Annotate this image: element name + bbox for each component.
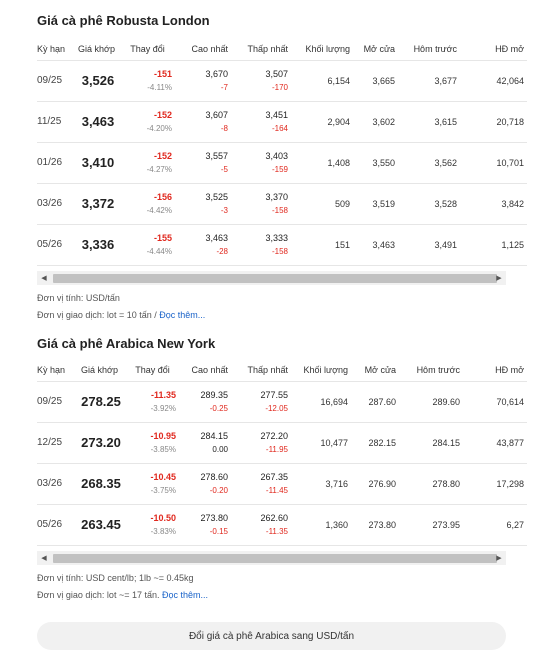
high-cell: [175, 60, 231, 101]
low-change: -12.05: [265, 403, 288, 413]
arabica-table: [37, 359, 527, 546]
change-percent: -4.42%: [146, 205, 172, 215]
term-cell: 03/26: [37, 463, 73, 504]
prev-close-cell: 289.60: [399, 381, 463, 422]
high-cell: [179, 422, 231, 463]
change-percent: -3.85%: [150, 444, 176, 454]
change-cell: [129, 463, 179, 504]
low-cell: [231, 60, 291, 101]
change-cell: [123, 224, 175, 265]
robusta-col-header: Thấp nhất: [231, 38, 291, 60]
low-stack: [231, 191, 288, 217]
low-cell: [231, 224, 291, 265]
change-stack: [129, 471, 176, 497]
low-cell: [231, 463, 291, 504]
convert-arabica-button[interactable]: Đổi giá cà phê Arabica sang USD/tấn: [37, 622, 506, 650]
high-value: 3,557: [205, 150, 228, 161]
robusta-table-row[interactable]: [37, 183, 527, 224]
low-value: 3,333: [265, 232, 288, 243]
volume-cell: 509: [291, 183, 353, 224]
change-cell: [129, 422, 179, 463]
robusta-col-header: Mở cửa: [353, 38, 398, 60]
robusta-col-header: Kỳ hạn: [37, 38, 73, 60]
high-change: -5: [220, 164, 228, 174]
change-value: -155: [153, 232, 172, 243]
scroll-left-icon[interactable]: ◀: [41, 274, 47, 282]
change-percent: -4.27%: [146, 164, 172, 174]
arabica-title: Giá cà phê Arabica New York: [37, 336, 216, 351]
arabica-col-header: Giá khớp: [73, 359, 129, 381]
low-cell: [231, 142, 291, 183]
term-cell: 05/26: [37, 224, 73, 265]
high-cell: [179, 504, 231, 545]
change-stack: [129, 512, 176, 538]
low-change: -164: [271, 123, 288, 133]
change-stack: [129, 389, 176, 415]
high-value: 284.15: [200, 430, 228, 441]
change-value: -10.50: [150, 512, 176, 523]
change-cell: [123, 183, 175, 224]
low-stack: [231, 232, 288, 258]
high-stack: [179, 389, 228, 415]
low-value: 267.35: [260, 471, 288, 482]
low-stack: [231, 109, 288, 135]
arabica-col-header: Mở cửa: [351, 359, 399, 381]
price-cell: 273.20: [73, 422, 129, 463]
change-value: -11.35: [150, 389, 176, 400]
low-cell: [231, 422, 291, 463]
low-cell: [231, 101, 291, 142]
low-value: 262.60: [260, 512, 288, 523]
low-cell: [231, 183, 291, 224]
high-stack: [175, 109, 228, 135]
high-change: -3: [220, 205, 228, 215]
prev-close-cell: 273.95: [399, 504, 463, 545]
arabica-col-header: Cao nhất: [179, 359, 231, 381]
open-cell: 276.90: [351, 463, 399, 504]
high-cell: [179, 381, 231, 422]
change-stack: [123, 150, 172, 176]
high-stack: [175, 191, 228, 217]
low-stack: [231, 68, 288, 94]
volume-cell: 6,154: [291, 60, 353, 101]
open-cell: 3,602: [353, 101, 398, 142]
open-interest-cell: 6,27: [463, 504, 527, 545]
scroll-right-icon[interactable]: ▶: [496, 274, 502, 282]
robusta-col-header: Thay đổi: [123, 38, 175, 60]
robusta-scrollbar[interactable]: [37, 271, 506, 285]
change-percent: -4.11%: [147, 82, 172, 92]
arabica-scroll-thumb[interactable]: [53, 554, 497, 563]
change-cell: [123, 101, 175, 142]
high-value: 3,525: [205, 191, 228, 202]
open-cell: 3,665: [353, 60, 398, 101]
change-stack: [129, 430, 176, 456]
low-value: 3,370: [265, 191, 288, 202]
robusta-col-header: Hôm trước: [398, 38, 460, 60]
change-cell: [123, 60, 175, 101]
robusta-table-wrap: [37, 38, 524, 266]
high-stack: [175, 232, 228, 258]
price-cell: 268.35: [73, 463, 129, 504]
robusta-lot-text: Đơn vị giao dịch: lot = 10 tấn /: [37, 309, 160, 320]
change-percent: -4.20%: [146, 123, 172, 133]
robusta-table-row[interactable]: [37, 101, 527, 142]
robusta-col-header: HĐ mở: [460, 38, 527, 60]
low-stack: [231, 471, 288, 497]
open-cell: 282.15: [351, 422, 399, 463]
change-value: -151: [153, 68, 172, 79]
change-percent: -3.83%: [150, 526, 176, 536]
high-change: -28: [216, 246, 228, 256]
arabica-table-wrap: [37, 359, 524, 546]
robusta-col-header: Giá khớp: [73, 38, 123, 60]
term-cell: 12/25: [37, 422, 73, 463]
robusta-table: [37, 38, 527, 266]
high-change: -0.15: [209, 526, 228, 536]
prev-close-cell: 3,677: [398, 60, 460, 101]
high-stack: [175, 68, 228, 94]
low-change: -159: [271, 164, 288, 174]
low-value: 3,507: [265, 68, 288, 79]
low-change: -11.45: [265, 485, 288, 495]
change-value: -10.95: [150, 430, 176, 441]
high-stack: [179, 471, 228, 497]
low-change: -11.35: [265, 526, 288, 536]
price-cell: 3,526: [73, 60, 123, 101]
high-stack: [179, 512, 228, 538]
low-value: 277.55: [260, 389, 288, 400]
robusta-table-row[interactable]: [37, 224, 527, 265]
change-percent: -4.44%: [146, 246, 172, 256]
robusta-title: Giá cà phê Robusta London: [37, 13, 210, 28]
open-interest-cell: 10,701: [460, 142, 527, 183]
low-stack: [231, 430, 288, 456]
volume-cell: 151: [291, 224, 353, 265]
change-stack: [123, 232, 172, 258]
low-change: -158: [271, 246, 288, 256]
low-cell: [231, 381, 291, 422]
price-cell: 278.25: [73, 381, 129, 422]
robusta-table-row[interactable]: [37, 142, 527, 183]
arabica-col-header: HĐ mở: [463, 359, 527, 381]
change-value: -152: [153, 109, 172, 120]
price-cell: 3,410: [73, 142, 123, 183]
open-interest-cell: 43,877: [463, 422, 527, 463]
low-change: -158: [271, 205, 288, 215]
open-interest-cell: 17,298: [463, 463, 527, 504]
arabica-col-header: Khối lượng: [291, 359, 351, 381]
high-change: 0.00: [212, 444, 228, 454]
high-change: -7: [220, 82, 228, 92]
open-interest-cell: 1,125: [460, 224, 527, 265]
scroll-right-icon[interactable]: ▶: [496, 554, 502, 562]
high-stack: [179, 430, 228, 456]
change-value: -152: [153, 150, 172, 161]
open-cell: 3,550: [353, 142, 398, 183]
arabica-section: [37, 336, 524, 604]
price-cell: 3,463: [73, 101, 123, 142]
term-cell: 01/26: [37, 142, 73, 183]
high-value: 3,607: [205, 109, 228, 120]
arabica-unit-note: Đơn vị tính: USD cent/lb; 1lb ~= 0.45kg: [37, 572, 194, 583]
high-change: -0.20: [209, 485, 228, 495]
high-value: 289.35: [200, 389, 228, 400]
term-cell: 09/25: [37, 60, 73, 101]
arabica-table-row[interactable]: [37, 463, 527, 504]
open-interest-cell: 42,064: [460, 60, 527, 101]
prev-close-cell: 3,562: [398, 142, 460, 183]
high-stack: [175, 150, 228, 176]
robusta-table-row[interactable]: [37, 60, 527, 101]
high-value: 273.80: [200, 512, 228, 523]
arabica-lot-text: Đơn vị giao dịch: lot ~= 17 tấn.: [37, 589, 162, 600]
term-cell: 03/26: [37, 183, 73, 224]
volume-cell: 3,716: [291, 463, 351, 504]
low-value: 3,403: [265, 150, 288, 161]
arabica-table-row[interactable]: [37, 504, 527, 545]
open-interest-cell: 20,718: [460, 101, 527, 142]
high-cell: [175, 224, 231, 265]
robusta-section: [37, 13, 524, 324]
high-cell: [175, 183, 231, 224]
robusta-col-header: Cao nhất: [175, 38, 231, 60]
change-stack: [123, 191, 172, 217]
low-stack: [231, 512, 288, 538]
change-value: -156: [153, 191, 172, 202]
high-change: -0.25: [209, 403, 228, 413]
low-value: 3,451: [265, 109, 288, 120]
term-cell: 09/25: [37, 381, 73, 422]
term-cell: 11/25: [37, 101, 73, 142]
robusta-scroll-thumb[interactable]: [53, 274, 497, 283]
change-value: -10.45: [150, 471, 176, 482]
high-cell: [175, 142, 231, 183]
arabica-lot-note: [37, 587, 506, 604]
term-cell: 05/26: [37, 504, 73, 545]
prev-close-cell: 284.15: [399, 422, 463, 463]
robusta-unit-note: Đơn vị tính: USD/tấn: [37, 292, 120, 303]
change-stack: [123, 68, 172, 94]
arabica-header-row: [37, 359, 527, 381]
volume-cell: 16,694: [291, 381, 351, 422]
change-cell: [129, 504, 179, 545]
change-percent: -3.75%: [150, 485, 176, 495]
robusta-header-row: [37, 38, 527, 60]
open-cell: 287.60: [351, 381, 399, 422]
scroll-left-icon[interactable]: ◀: [41, 554, 47, 562]
price-cell: 3,336: [73, 224, 123, 265]
low-change: -11.95: [265, 444, 288, 454]
arabica-read-more-link[interactable]: Đọc thêm...: [161, 589, 208, 600]
high-value: 278.60: [200, 471, 228, 482]
high-cell: [175, 101, 231, 142]
open-interest-cell: 70,614: [463, 381, 527, 422]
arabica-scrollbar[interactable]: [37, 551, 506, 565]
open-cell: 3,519: [353, 183, 398, 224]
volume-cell: 1,408: [291, 142, 353, 183]
prev-close-cell: 3,491: [398, 224, 460, 265]
prev-close-cell: 3,528: [398, 183, 460, 224]
arabica-table-row[interactable]: [37, 381, 527, 422]
change-percent: -3.92%: [150, 403, 176, 413]
low-change: -170: [271, 82, 288, 92]
arabica-col-header: Thấp nhất: [231, 359, 291, 381]
arabica-col-header: Kỳ hạn: [37, 359, 73, 381]
volume-cell: 1,360: [291, 504, 351, 545]
open-cell: 3,463: [353, 224, 398, 265]
arabica-col-header: Hôm trước: [399, 359, 463, 381]
open-interest-cell: 3,842: [460, 183, 527, 224]
low-stack: [231, 150, 288, 176]
volume-cell: 2,904: [291, 101, 353, 142]
arabica-table-row[interactable]: [37, 422, 527, 463]
change-cell: [123, 142, 175, 183]
prev-close-cell: 278.80: [399, 463, 463, 504]
arabica-col-header: Thay đổi: [129, 359, 179, 381]
low-stack: [231, 389, 288, 415]
robusta-col-header: Khối lượng: [291, 38, 353, 60]
robusta-lot-note: [37, 307, 506, 324]
high-cell: [179, 463, 231, 504]
price-cell: 3,372: [73, 183, 123, 224]
change-cell: [129, 381, 179, 422]
high-change: -8: [220, 123, 228, 133]
high-value: 3,670: [205, 68, 228, 79]
prev-close-cell: 3,615: [398, 101, 460, 142]
low-value: 272.20: [260, 430, 288, 441]
change-stack: [123, 109, 172, 135]
open-cell: 273.80: [351, 504, 399, 545]
price-cell: 263.45: [73, 504, 129, 545]
volume-cell: 10,477: [291, 422, 351, 463]
high-value: 3,463: [205, 232, 228, 243]
low-cell: [231, 504, 291, 545]
robusta-read-more-link[interactable]: Đọc thêm...: [159, 309, 206, 320]
